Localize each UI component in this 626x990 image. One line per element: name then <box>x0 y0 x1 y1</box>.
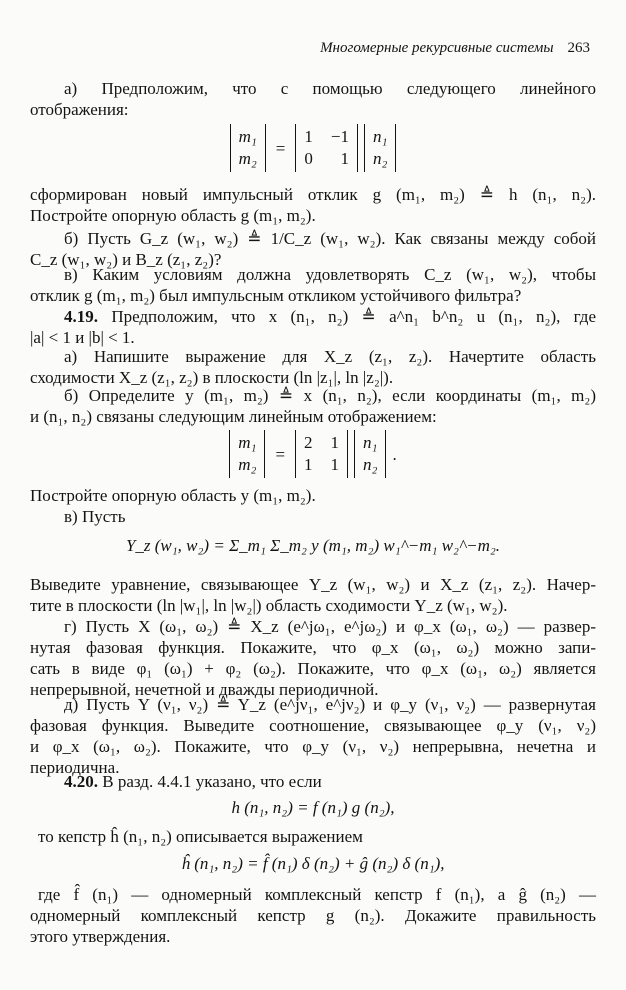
sum-equation <box>0 535 626 556</box>
problem-4-20 <box>30 771 596 792</box>
text-line: б) Определите y (m₁, m₂) ≜ x (n₁, n₂), если координаты (m₁, m₂) <box>64 386 596 405</box>
matrix-cell: m₁ <box>238 127 257 146</box>
equation-h <box>0 797 626 818</box>
equation-hhat <box>0 853 626 874</box>
paragraph-a1-cont <box>30 184 596 226</box>
paragraph-v2-cont <box>30 574 596 616</box>
equals-sign: = <box>275 138 286 158</box>
text-line: отображения: <box>30 100 129 119</box>
matrix-equation-2 <box>0 430 626 478</box>
matrix-cell: 2 <box>304 433 313 452</box>
equation-text: h (n₁, n₂) = f (n₁) g (n₂), <box>231 798 395 817</box>
text-line: сходимости X_z (z₁, z₂) в плоскости (ln |z₁|, ln |z₂|). <box>30 368 394 387</box>
matrix-cell: 1 <box>340 149 349 168</box>
matrix-cell: 1 <box>330 433 340 452</box>
transform-matrix <box>295 124 358 172</box>
text-line: в) Каким условиям должна удовлетворять C_z (w₁, w₂), чтобы <box>64 265 596 284</box>
running-title: Многомерные рекурсивные системы <box>320 40 554 56</box>
text-line: а) Предположим, что с помощью следующего линейного <box>64 79 596 98</box>
paragraph-a1-line2 <box>30 99 596 120</box>
vector-n <box>354 430 386 478</box>
paragraph-a2 <box>30 346 596 388</box>
problem-number: 4.20. <box>64 772 98 791</box>
matrix-equation-1 <box>0 124 626 172</box>
text-line: Постройте опорную область g (m₁, m₂). <box>30 206 316 225</box>
text-line: сформирован новый импульсный отклик g (m₁, m₂) ≜ h (n₁, n₂). <box>30 185 596 204</box>
problem-4-19 <box>30 306 596 348</box>
text-line: сать в виде φ₁ (ω₁) + φ₂ (ω₂). Покажите, что φ_x (ω₁, ω₂) является <box>30 659 596 678</box>
text-line: Предположим, что x (n₁, n₂) ≜ a^n₁ b^n₂ u (n₁, n₂), где <box>111 307 596 326</box>
period: . <box>392 444 397 464</box>
matrix-cell: 1 <box>330 455 340 474</box>
text-line: г) Пусть X (ω₁, ω₂) ≜ X_z (e^jω₁, e^jω₂) и φ_x (ω₁, ω₂) — развер- <box>64 617 596 636</box>
vector-n <box>364 124 396 172</box>
text-line: б) Пусть G_z (w₁, w₂) ≜ 1/C_z (w₁, w₂). Как связаны между собой <box>64 229 596 248</box>
paragraph-d2 <box>30 694 596 778</box>
matrix-cell: 0 <box>304 149 313 168</box>
text-line: то кепстр ĥ (n₁, n₂) описывается выражением <box>38 827 363 846</box>
text-line: периодична. <box>30 758 120 777</box>
matrix-cell: n₂ <box>372 149 388 168</box>
matrix-cell: n₂ <box>363 455 378 474</box>
text-line: и (n₁, n₂) связаны следующим линейным отображением: <box>30 407 437 426</box>
page-number: 263 <box>567 40 590 56</box>
matrix-cell: 1 <box>304 455 313 474</box>
matrix-cell: n₁ <box>372 127 388 146</box>
paragraph-g2 <box>30 616 596 700</box>
equation-text: Y_z (w₁, w₂) = Σ_m₁ Σ_m₂ y (m₁, m₂) w₁^−m₁ w₂^−m₂. <box>125 536 501 555</box>
equation-text: ĥ (n₁, n₂) = f̂ (n₁) δ (n₂) + ĝ (n₂) δ (n₁), <box>181 854 445 873</box>
text-line: одномерный комплексный кепстр g (n₂). Докажите правильность <box>30 906 596 925</box>
text-line: |a| < 1 и |b| < 1. <box>30 328 135 347</box>
matrix-cell: m₂ <box>238 149 257 168</box>
problem-number: 4.19. <box>64 307 98 326</box>
running-header <box>320 38 590 59</box>
text-line: в) Пусть <box>64 507 126 526</box>
matrix-cell: m₁ <box>238 433 257 452</box>
text-line: где f̂ (n₁) — одномерный комплексный кепстр f (n₁), а ĝ (n₂) — <box>38 885 596 904</box>
paragraph-cepstrum-intro <box>30 826 596 847</box>
vector-m <box>230 124 266 172</box>
text-line: д) Пусть Y (ν₁, ν₂) ≜ Y_z (e^jν₁, e^jν₂) и φ_y (ν₁, ν₂) — развернутая <box>64 695 596 714</box>
text-line: В разд. 4.4.1 указано, что если <box>102 772 322 791</box>
text-line: а) Напишите выражение для X_z (z₁, z₂). Начертите область <box>64 347 596 366</box>
transform-matrix <box>295 430 348 478</box>
matrix-cell: m₂ <box>238 455 257 474</box>
text-line: нутая фазовая функция. Покажите, что φ_x (ω₁, ω₂) можно запи- <box>30 638 596 657</box>
matrix-cell: −1 <box>330 127 349 146</box>
text-line: непрерывной, нечетной и дважды периодичной. <box>30 680 379 699</box>
equals-sign: = <box>275 444 286 464</box>
matrix-cell: n₁ <box>363 433 378 452</box>
text-line: C_z (w₁, w₂) и B_z (z₁, z₂)? <box>30 250 222 269</box>
paragraph-a1 <box>30 78 596 99</box>
text-line: Постройте опорную область y (m₁, m₂). <box>30 486 316 505</box>
paragraph-b2-cont <box>30 485 596 506</box>
text-line: этого утверждения. <box>30 927 171 946</box>
paragraph-cepstrum-end <box>30 884 596 947</box>
text-line: фазовая функция. Выведите соотношение, связывающее φ_y (ν₁, ν₂) <box>30 716 596 735</box>
text-line: Выведите уравнение, связывающее Y_z (w₁, w₂) и X_z (z₁, z₂). Начер- <box>30 575 596 594</box>
paragraph-b2 <box>30 385 596 427</box>
text-line: тите в плоскости (ln |w₁|, ln |w₂|) область сходимости Y_z (w₁, w₂). <box>30 596 508 615</box>
paragraph-v1 <box>30 264 596 306</box>
paragraph-v2 <box>30 506 596 527</box>
text-line: и φ_x (ω₁, ω₂). Покажите, что φ_y (ν₁, ν₂) непрерывна, нечетна и <box>30 737 596 756</box>
text-line: отклик g (m₁, m₂) был импульсным откликом устойчивого фильтра? <box>30 286 522 305</box>
matrix-cell: 1 <box>304 127 313 146</box>
vector-m <box>229 430 265 478</box>
